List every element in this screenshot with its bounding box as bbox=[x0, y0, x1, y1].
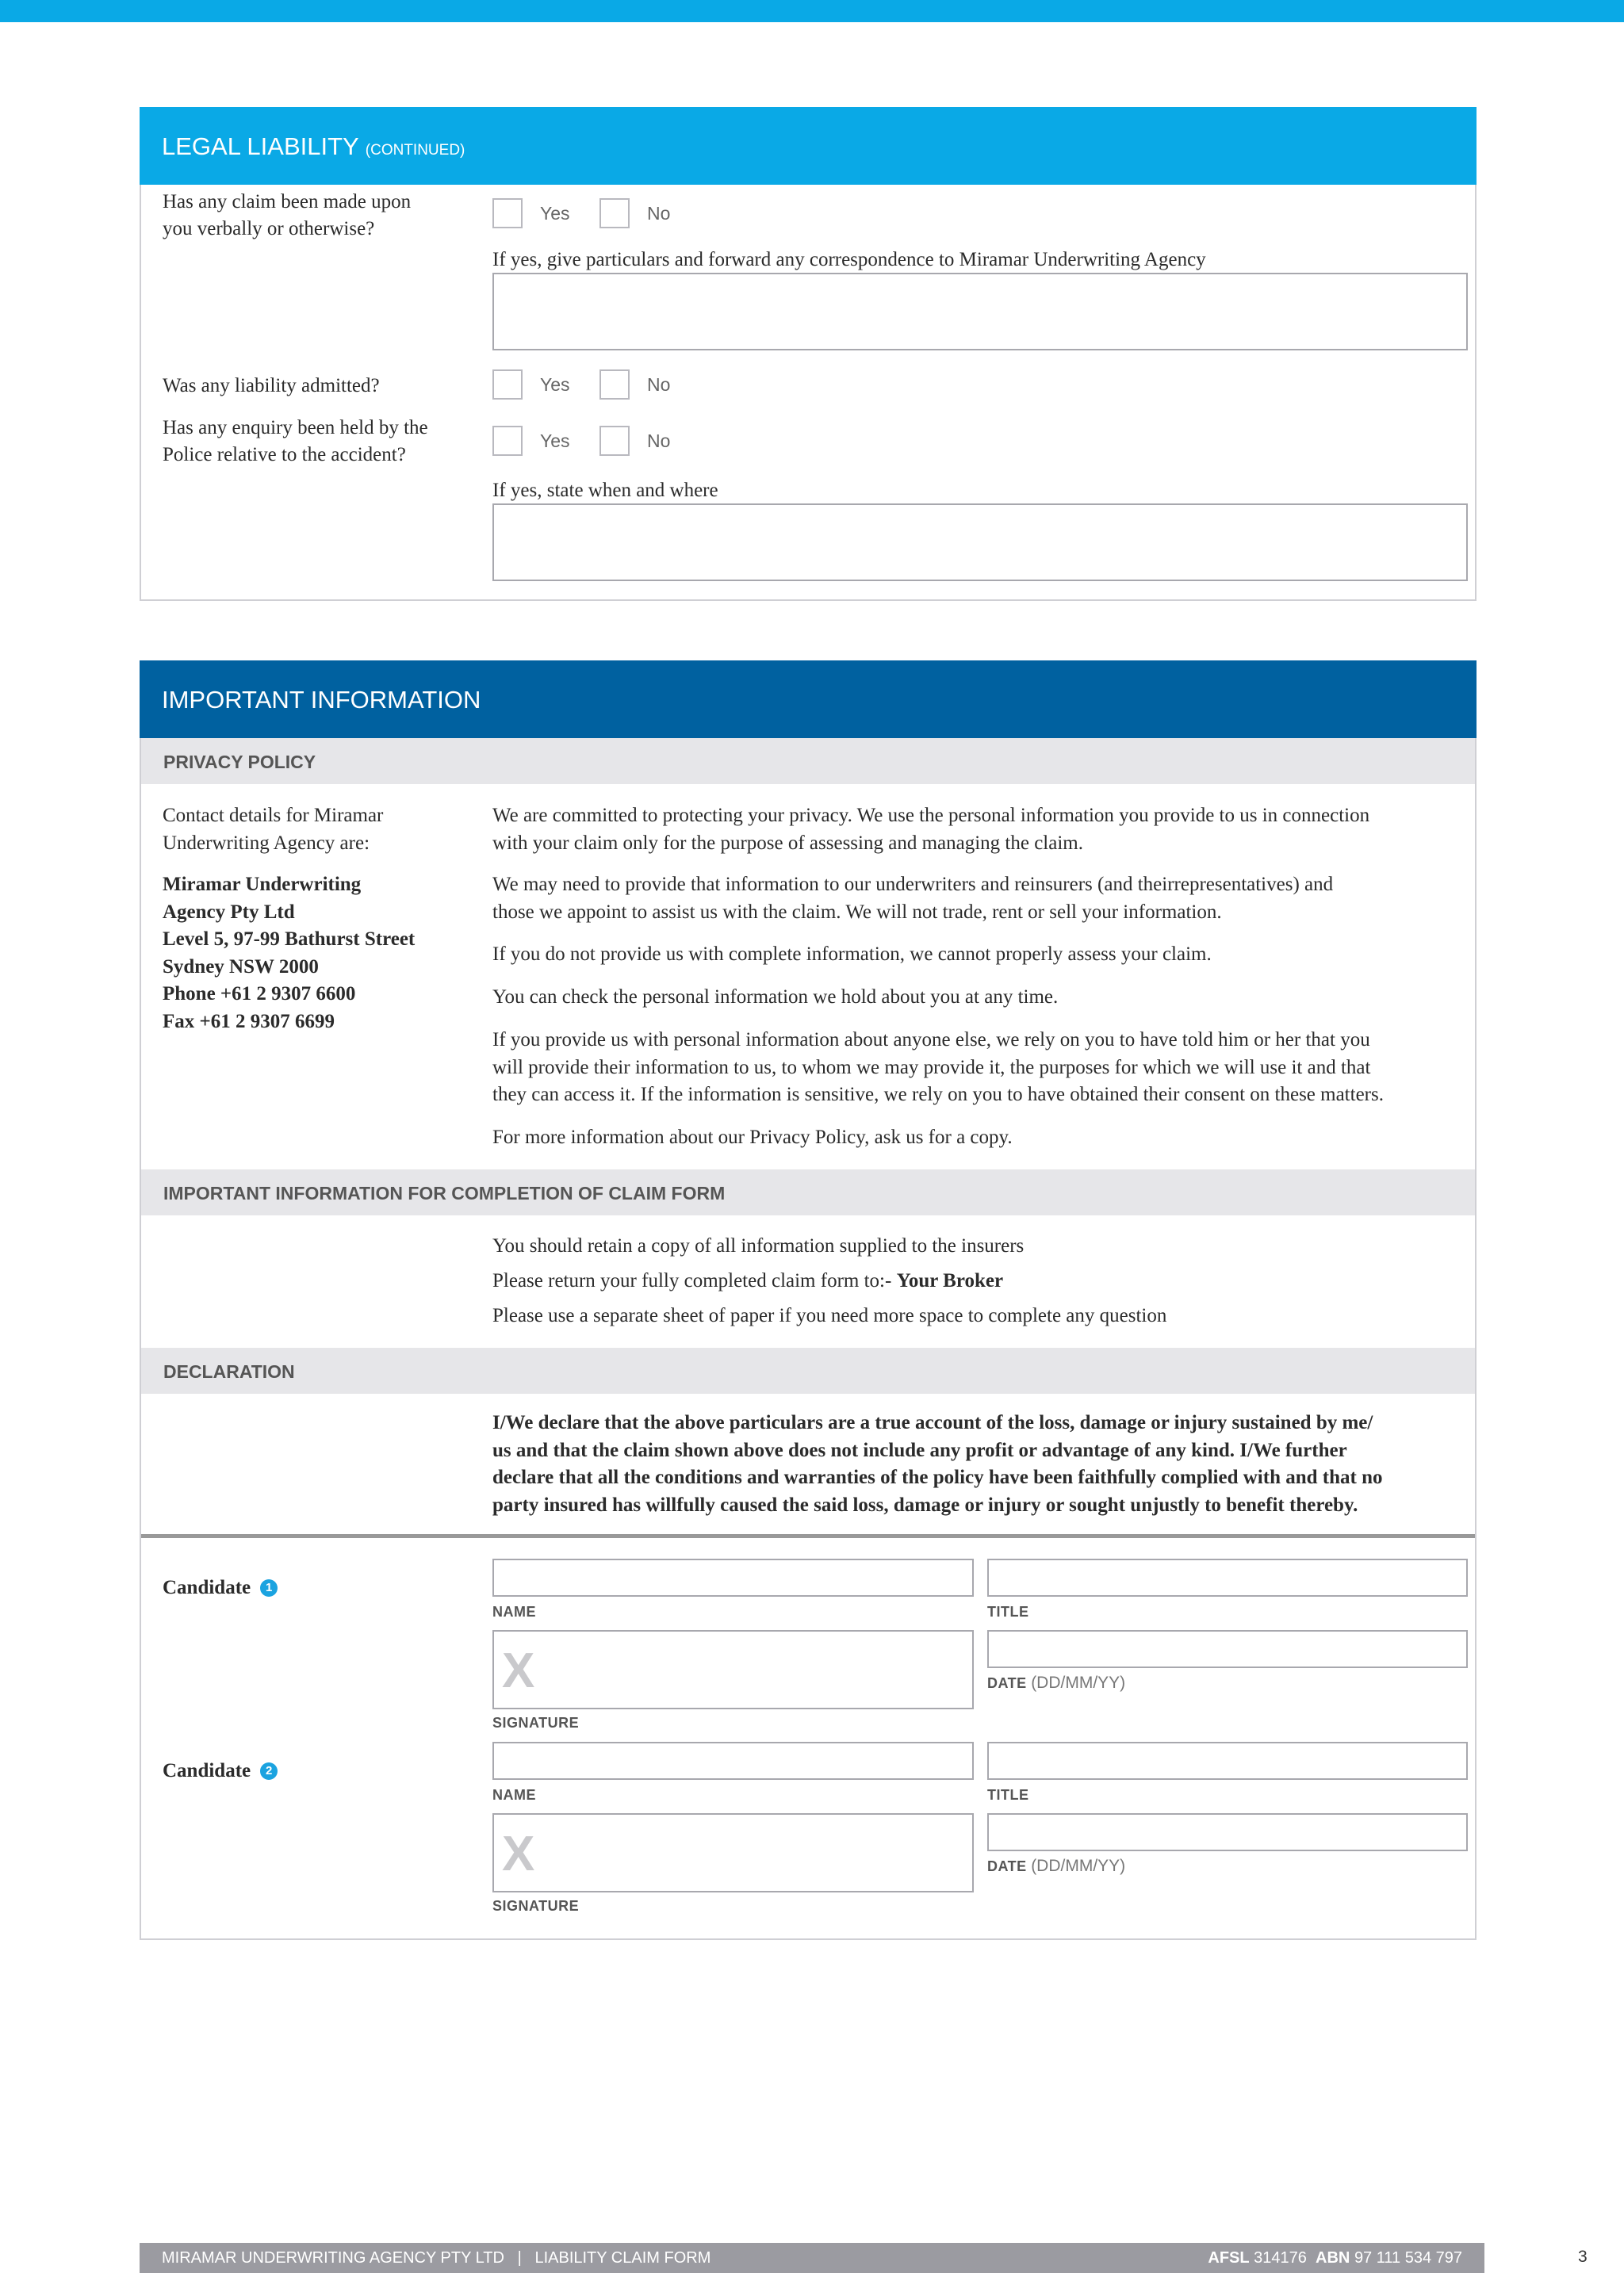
completion-line: You should retain a copy of all information supplied to the insurers bbox=[492, 1235, 1025, 1257]
page-footer bbox=[140, 2243, 1484, 2273]
footer-abn: 97 111 534 797 bbox=[1354, 2249, 1462, 2267]
signature-label: SIGNATURE bbox=[492, 1898, 580, 1914]
completion-line: Please return your fully completed claim form to:- Your Broker bbox=[492, 1270, 1004, 1292]
privacy-paragraph: If you do not provide us with complete information, we cannot properly assess your claim. bbox=[492, 943, 1212, 965]
candidate-1-title-field[interactable] bbox=[987, 1559, 1468, 1597]
candidate-number-badge: 2 bbox=[260, 1762, 278, 1780]
top-accent-bar bbox=[0, 0, 1624, 22]
no-label: No bbox=[647, 430, 671, 451]
claim-made-no-checkbox[interactable] bbox=[599, 198, 630, 228]
declaration-band bbox=[141, 1348, 1475, 1394]
completion-line: Please use a separate sheet of paper if you need more space to complete any question bbox=[492, 1305, 1167, 1326]
candidate-2-name-field[interactable] bbox=[492, 1742, 974, 1780]
privacy-paragraph: You can check the personal information we hold about you at any time. bbox=[492, 986, 1059, 1008]
footer-company: MIRAMAR UNDERWRITING AGENCY PTY LTD bbox=[162, 2249, 504, 2267]
liability-admitted-yes-checkbox[interactable] bbox=[492, 369, 523, 400]
contact-intro: Contact details for Miramar Underwriting Agency are: bbox=[163, 805, 384, 854]
privacy-paragraph: We are committed to protecting your privacy. We use the personal information you provide to us in connection with your claim only for the purpose of assessing and managing the claim. bbox=[492, 805, 1370, 854]
police-enquiry-hint: If yes, state when and where bbox=[492, 480, 718, 501]
question-liability-admitted: Was any liability admitted? bbox=[163, 375, 380, 396]
important-information-header bbox=[140, 660, 1477, 738]
declaration-text: I/We declare that the above particulars are a true account of the loss, damage or injury sustained by me/ us and that the claim shown above does not include any profit or advantage of any kind. I/We further declare that all the conditions and warranties of the policy have been faithfully complied with and that no party insured has willfully caused the said loss, damage or injury or sought unjustly to benefit thereby. bbox=[492, 1412, 1383, 1516]
yes-label: Yes bbox=[540, 203, 570, 224]
yes-label: Yes bbox=[540, 430, 570, 451]
title-label: TITLE bbox=[987, 1604, 1029, 1620]
candidate-1-signature-field[interactable] bbox=[492, 1630, 974, 1709]
signature-x-mark: X bbox=[502, 1644, 535, 1698]
footer-right: AFSL 314176 ABN 97 111 534 797 bbox=[1208, 2249, 1462, 2267]
section-title: LEGAL LIABILITY bbox=[162, 132, 359, 160]
candidate-1-date-field[interactable] bbox=[987, 1630, 1468, 1668]
declaration-divider bbox=[141, 1534, 1475, 1538]
privacy-paragraph: If you provide us with personal information about anyone else, we rely on you to have told him or her that you will provide their information to us, to whom we may provide it, the purposes for which we will use it and that they can access it. If the information is sensitive, we rely on you to have obtained their consent on these matters. bbox=[492, 1029, 1384, 1105]
contact-details: Miramar Underwriting Agency Pty Ltd Level 5, 97-99 Bathurst Street Sydney NSW 2000 Phone +61 2 9307 6600 Fax +61 2 9307 6699 bbox=[163, 874, 416, 1032]
claim-particulars-field[interactable] bbox=[492, 273, 1468, 350]
signature-x-mark: X bbox=[502, 1827, 535, 1881]
date-label: DATE (DD/MM/YY) bbox=[987, 1674, 1126, 1692]
question-police-enquiry: Has any enquiry been held by the Police relative to the accident? bbox=[163, 417, 428, 465]
footer-separator: | bbox=[517, 2249, 522, 2267]
yes-label: Yes bbox=[540, 374, 570, 395]
page-number: 3 bbox=[1578, 2248, 1588, 2266]
candidate-number-badge: 1 bbox=[260, 1579, 278, 1597]
police-enquiry-yes-checkbox[interactable] bbox=[492, 426, 523, 456]
police-enquiry-details-field[interactable] bbox=[492, 503, 1468, 581]
important-information-section bbox=[140, 660, 1477, 1940]
footer-left bbox=[162, 2249, 710, 2267]
name-label: NAME bbox=[492, 1787, 536, 1803]
footer-form-name: LIABILITY CLAIM FORM bbox=[534, 2249, 711, 2267]
privacy-policy-band bbox=[141, 738, 1475, 784]
completion-heading: IMPORTANT INFORMATION FOR COMPLETION OF CLAIM FORM bbox=[163, 1183, 726, 1203]
section-subtitle: (CONTINUED) bbox=[365, 142, 465, 159]
legal-liability-section bbox=[140, 107, 1477, 601]
privacy-paragraph: For more information about our Privacy Policy, ask us for a copy. bbox=[492, 1127, 1013, 1148]
return-to-broker: Your Broker bbox=[896, 1270, 1004, 1292]
title-label: TITLE bbox=[987, 1787, 1029, 1803]
signature-label: SIGNATURE bbox=[492, 1715, 580, 1731]
footer-afsl: 314176 bbox=[1254, 2249, 1307, 2267]
no-label: No bbox=[647, 203, 671, 224]
date-label: DATE (DD/MM/YY) bbox=[987, 1857, 1126, 1875]
claim-made-yes-checkbox[interactable] bbox=[492, 198, 523, 228]
liability-admitted-no-checkbox[interactable] bbox=[599, 369, 630, 400]
privacy-policy-heading: PRIVACY POLICY bbox=[163, 752, 316, 772]
legal-liability-header bbox=[140, 107, 1477, 185]
declaration-heading: DECLARATION bbox=[163, 1361, 295, 1382]
section-title: IMPORTANT INFORMATION bbox=[162, 686, 481, 714]
candidate-2-signature-field[interactable] bbox=[492, 1813, 974, 1892]
completion-band bbox=[141, 1169, 1475, 1215]
candidate-1-label: Candidate 1 bbox=[163, 1575, 278, 1602]
police-enquiry-no-checkbox[interactable] bbox=[599, 426, 630, 456]
question-claim-made: Has any claim been made upon you verbally or otherwise? bbox=[163, 191, 412, 239]
candidate-2-label: Candidate 2 bbox=[163, 1758, 278, 1785]
name-label: NAME bbox=[492, 1604, 536, 1620]
claim-particulars-hint: If yes, give particulars and forward any correspondence to Miramar Underwriting Agency bbox=[492, 249, 1206, 270]
candidate-1-name-field[interactable] bbox=[492, 1559, 974, 1597]
privacy-paragraph: We may need to provide that information to our underwriters and reinsurers (and theirrepresentatives) and those we appoint to assist us with the claim. We will not trade, rent or sell your information. bbox=[492, 874, 1334, 923]
candidate-2-date-field[interactable] bbox=[987, 1813, 1468, 1851]
candidate-2-title-field[interactable] bbox=[987, 1742, 1468, 1780]
no-label: No bbox=[647, 374, 671, 395]
